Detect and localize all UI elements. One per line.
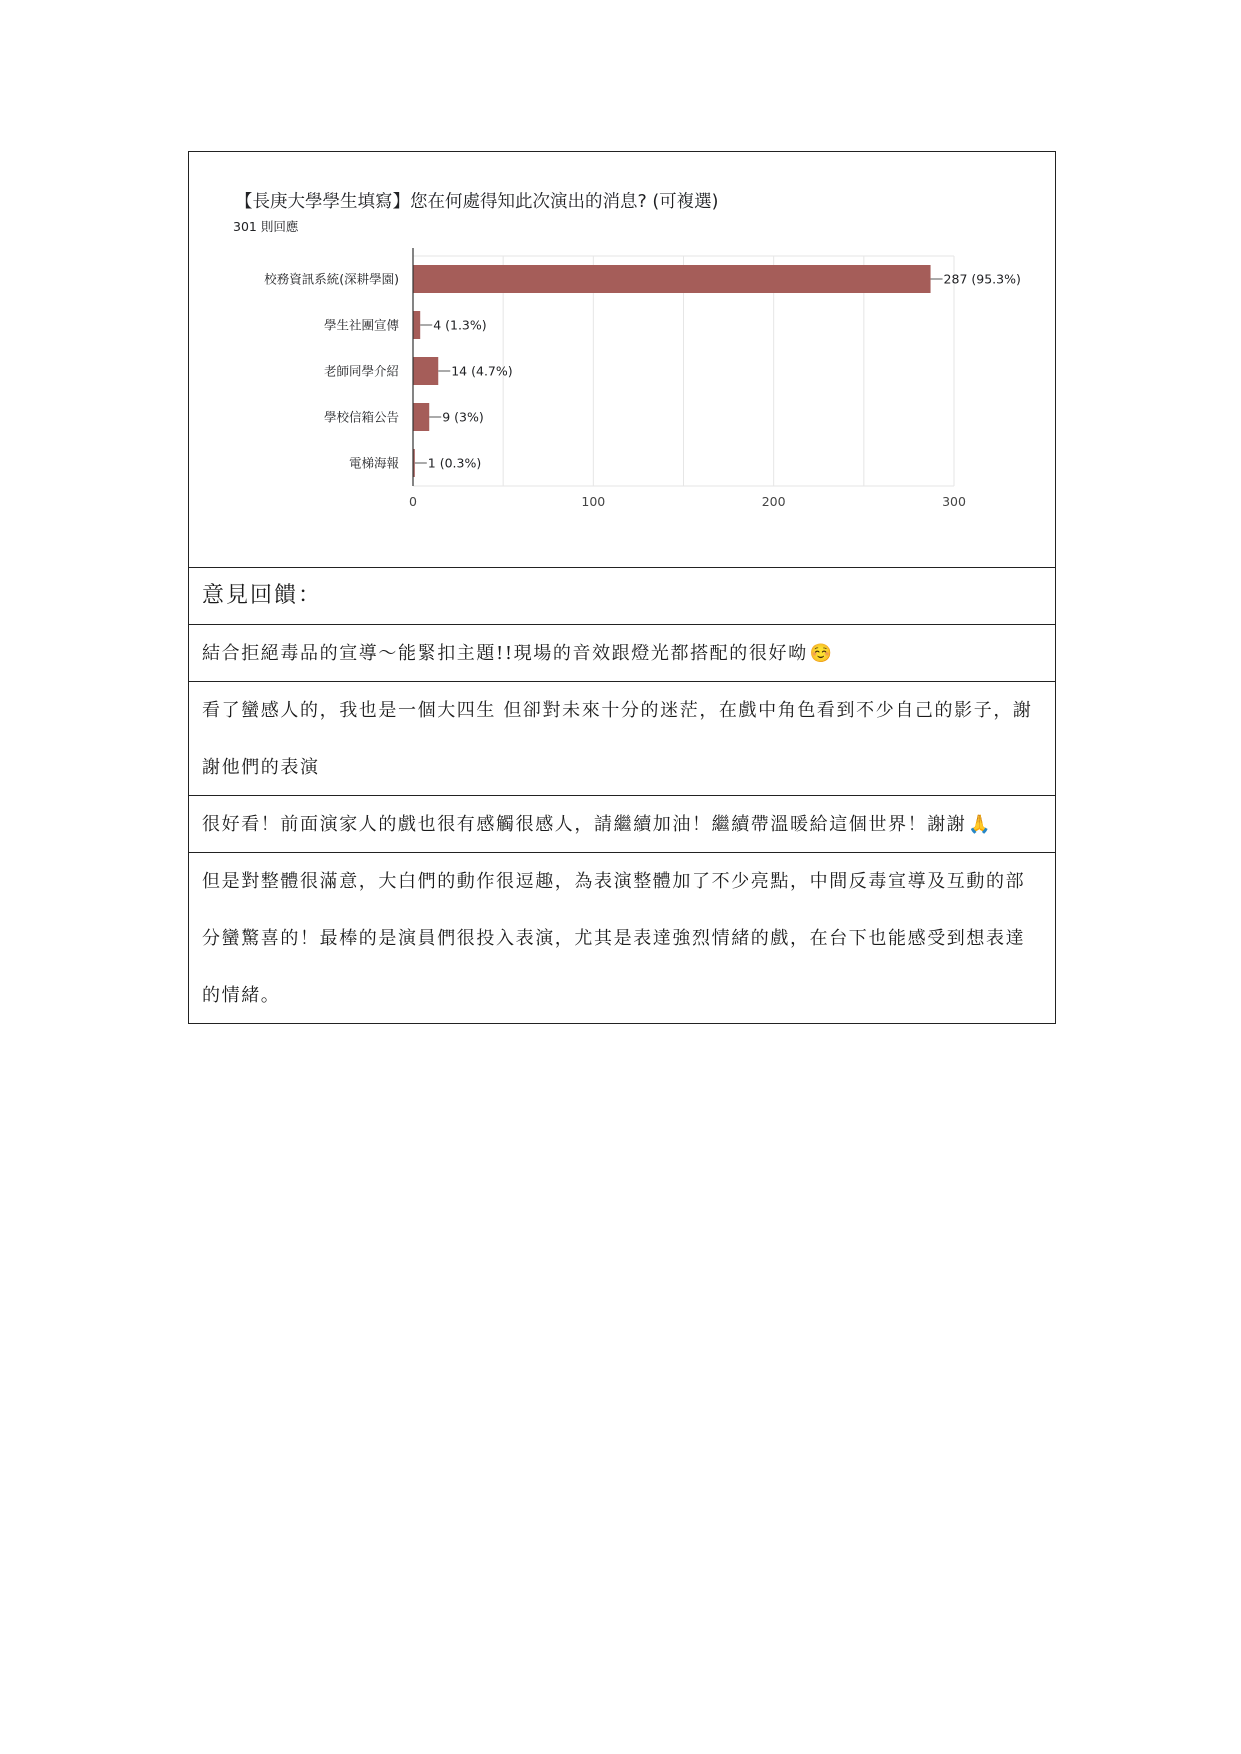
data-label: 14 (4.7%)	[451, 363, 513, 379]
feedback-item	[189, 795, 1055, 852]
feedback-text: 看了蠻感人的，我也是一個大四生 但卻對未來十分的迷茫，在戲中角色看到不少自己的影子，謝謝他們的表演	[202, 700, 1033, 778]
bar	[413, 357, 438, 385]
data-label: 1 (0.3%)	[427, 455, 482, 471]
y-category-label: 老師同學介紹	[323, 363, 399, 379]
document-table	[188, 151, 1056, 1024]
bar	[413, 265, 931, 293]
y-category-label: 校務資訊系統(深耕學園)	[264, 271, 399, 287]
data-label: 4 (1.3%)	[433, 317, 487, 333]
bar-chart	[189, 152, 1055, 567]
y-category-label: 學生社團宣傳	[323, 317, 399, 333]
folded-hands-icon: 🙏	[968, 814, 993, 835]
x-tick-label: 0	[409, 494, 417, 509]
bar	[413, 311, 420, 339]
bar	[413, 403, 429, 431]
chart-subtitle: 301 則回應	[233, 219, 299, 234]
feedback-item	[189, 681, 1055, 795]
feedback-item	[189, 624, 1055, 681]
data-label: 287 (95.3%)	[943, 271, 1021, 287]
x-tick-label: 200	[761, 494, 786, 509]
feedback-header: 意見回饋：	[189, 567, 1055, 624]
chart-cell	[189, 152, 1055, 567]
x-tick-label: 300	[942, 494, 966, 509]
smiling-face-icon: ☺️	[809, 643, 834, 664]
feedback-text: 但是對整體很滿意，大白們的動作很逗趣，為表演整體加了不少亮點，中間反毒宣導及互動的部分蠻驚喜的！最棒的是演員們很投入表演，尤其是表達強烈情緒的戲，在台下也能感受到想表達的情緒。	[202, 871, 1026, 1006]
data-label: 9 (3%)	[442, 409, 484, 425]
feedback-item	[189, 852, 1055, 1023]
y-category-label: 學校信箱公告	[323, 409, 399, 425]
x-tick-label: 100	[581, 494, 606, 509]
feedback-text: 結合拒絕毒品的宣導～能緊扣主題!!現場的音效跟燈光都搭配的很好呦	[202, 643, 808, 664]
y-category-label: 電梯海報	[348, 455, 399, 471]
chart-title: 【長庚大學學生填寫】您在何處得知此次演出的消息? (可複選)	[235, 192, 719, 212]
feedback-text: 很好看！前面演家人的戲也很有感觸很感人，請繼續加油！繼續帶溫暖給這個世界！謝謝	[202, 814, 967, 835]
